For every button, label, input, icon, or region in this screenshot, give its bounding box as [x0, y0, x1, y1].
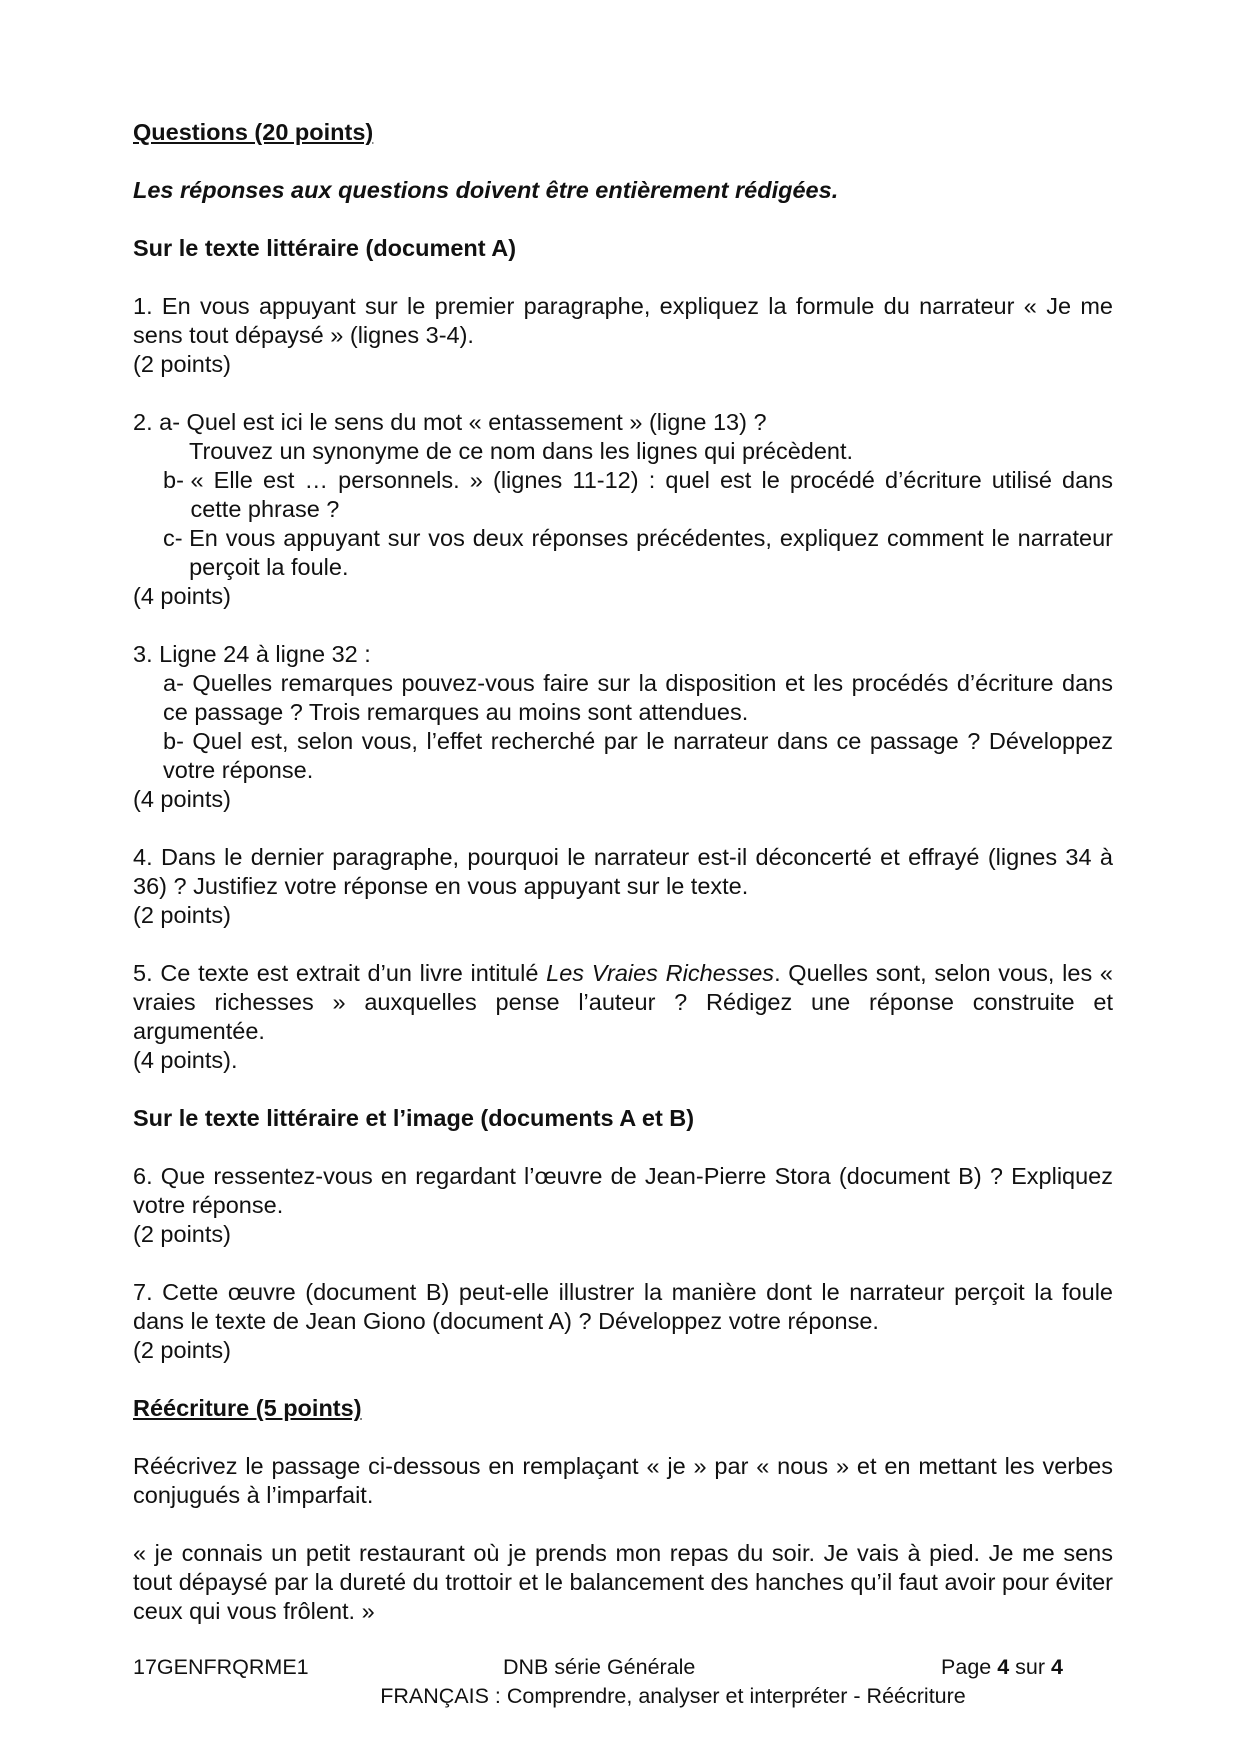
q5-points: (4 points). — [133, 1047, 238, 1073]
footer-page-prefix: Page — [941, 1655, 998, 1679]
page-footer — [133, 1653, 1113, 1711]
footer-page-current: 4 — [997, 1655, 1010, 1679]
question-3 — [133, 640, 1113, 814]
q2-b — [133, 466, 1113, 524]
question-7 — [133, 1278, 1113, 1365]
footer-page-number — [941, 1653, 1063, 1682]
q1-points: (2 points) — [133, 351, 231, 377]
q5-text-before: 5. Ce texte est extrait d’un livre intitulé — [133, 960, 547, 986]
q1-text: 1. En vous appuyant sur le premier paragraphe, expliquez la formule du narrateur « Je me sens tout dépaysé » (lignes 3-4). — [133, 293, 1113, 348]
q6-points: (2 points) — [133, 1221, 231, 1247]
q2-a-synonym: Trouvez un synonyme de ce nom dans les lignes qui précèdent. — [189, 438, 854, 464]
footer-page-mid: sur — [1009, 1655, 1052, 1679]
question-2 — [133, 408, 1113, 611]
rewriting-instruction: Réécrivez le passage ci-dessous en remplaçant « je » par « nous » et en mettant les verbes conjugués à l’imparfait. — [133, 1453, 1113, 1508]
q7-points: (2 points) — [133, 1337, 231, 1363]
q5-text — [133, 959, 1113, 1046]
q6-text: 6. Que ressentez-vous en regardant l’œuvre de Jean-Pierre Stora (document B) ? Expliquez votre réponse. — [133, 1163, 1113, 1218]
q5-text-after: . Quelles sont, selon vous, les « vraies richesses » auxquelles pense l’auteur ? Rédigez une réponse construite et argumentée. — [133, 960, 1113, 1044]
q2-c — [133, 524, 1113, 582]
q3-a: a- Quelles remarques pouvez-vous faire sur la disposition et les procédés d’écriture dans ce passage ? Trois remarques au moins sont attendues. — [163, 670, 1113, 725]
q2-points: (4 points) — [133, 583, 231, 609]
exam-page — [133, 118, 1113, 1626]
q5-book-title: Les Vraies Richesses — [546, 960, 775, 986]
rewriting-heading: Réécriture (5 points) — [133, 1395, 362, 1421]
q4-points: (2 points) — [133, 902, 231, 928]
q4-text: 4. Dans le dernier paragraphe, pourquoi le narrateur est-il déconcerté et effrayé (lignes 34 à 36) ? Justifiez votre réponse en vous appuyant sur le texte. — [133, 844, 1113, 899]
footer-subject: FRANÇAIS : Comprendre, analyser et interpréter - Réécriture — [380, 1684, 966, 1708]
q2-b-text: « Elle est … personnels. » (lignes 11-12) : quel est le procédé d’écriture utilisé dans cette phrase ? — [190, 467, 1113, 522]
questions-title: Questions (20 points) — [133, 119, 374, 145]
q2-c-text: En vous appuyant sur vos deux réponses précédentes, expliquez comment le narrateur perçoit la foule. — [189, 525, 1113, 580]
q7-text: 7. Cette œuvre (document B) peut-elle illustrer la manière dont le narrateur perçoit la foule dans le texte de Jean Giono (document A) ? Développez votre réponse. — [133, 1279, 1113, 1334]
footer-serie: DNB série Générale — [503, 1655, 696, 1679]
footer-code: 17GENFRQRME1 — [133, 1655, 309, 1679]
footer-page-total: 4 — [1051, 1655, 1063, 1679]
instruction: Les réponses aux questions doivent être entièrement rédigées. — [133, 177, 839, 203]
section-b-heading: Sur le texte littéraire et l’image (documents A et B) — [133, 1105, 695, 1131]
q2-a: 2. a- Quel est ici le sens du mot « entassement » (ligne 13) ? — [133, 409, 767, 435]
question-6 — [133, 1162, 1113, 1249]
q2-b-label: b- — [163, 467, 191, 493]
q3-points: (4 points) — [133, 786, 231, 812]
question-5 — [133, 959, 1113, 1075]
q3-b: b- Quel est, selon vous, l’effet recherché par le narrateur dans ce passage ? Développez votre réponse. — [163, 728, 1113, 783]
rewriting-passage: « je connais un petit restaurant où je prends mon repas du soir. Je vais à pied. Je me sens tout dépaysé par la dureté du trottoir et le balancement des hanches qu’il faut avoir pour éviter ceux qui vous frôlent. » — [133, 1540, 1113, 1624]
q3-intro: 3. Ligne 24 à ligne 32 : — [133, 641, 371, 667]
question-1 — [133, 292, 1113, 379]
question-4 — [133, 843, 1113, 930]
section-a-heading: Sur le texte littéraire (document A) — [133, 235, 517, 261]
q2-c-label: c- — [163, 525, 190, 551]
